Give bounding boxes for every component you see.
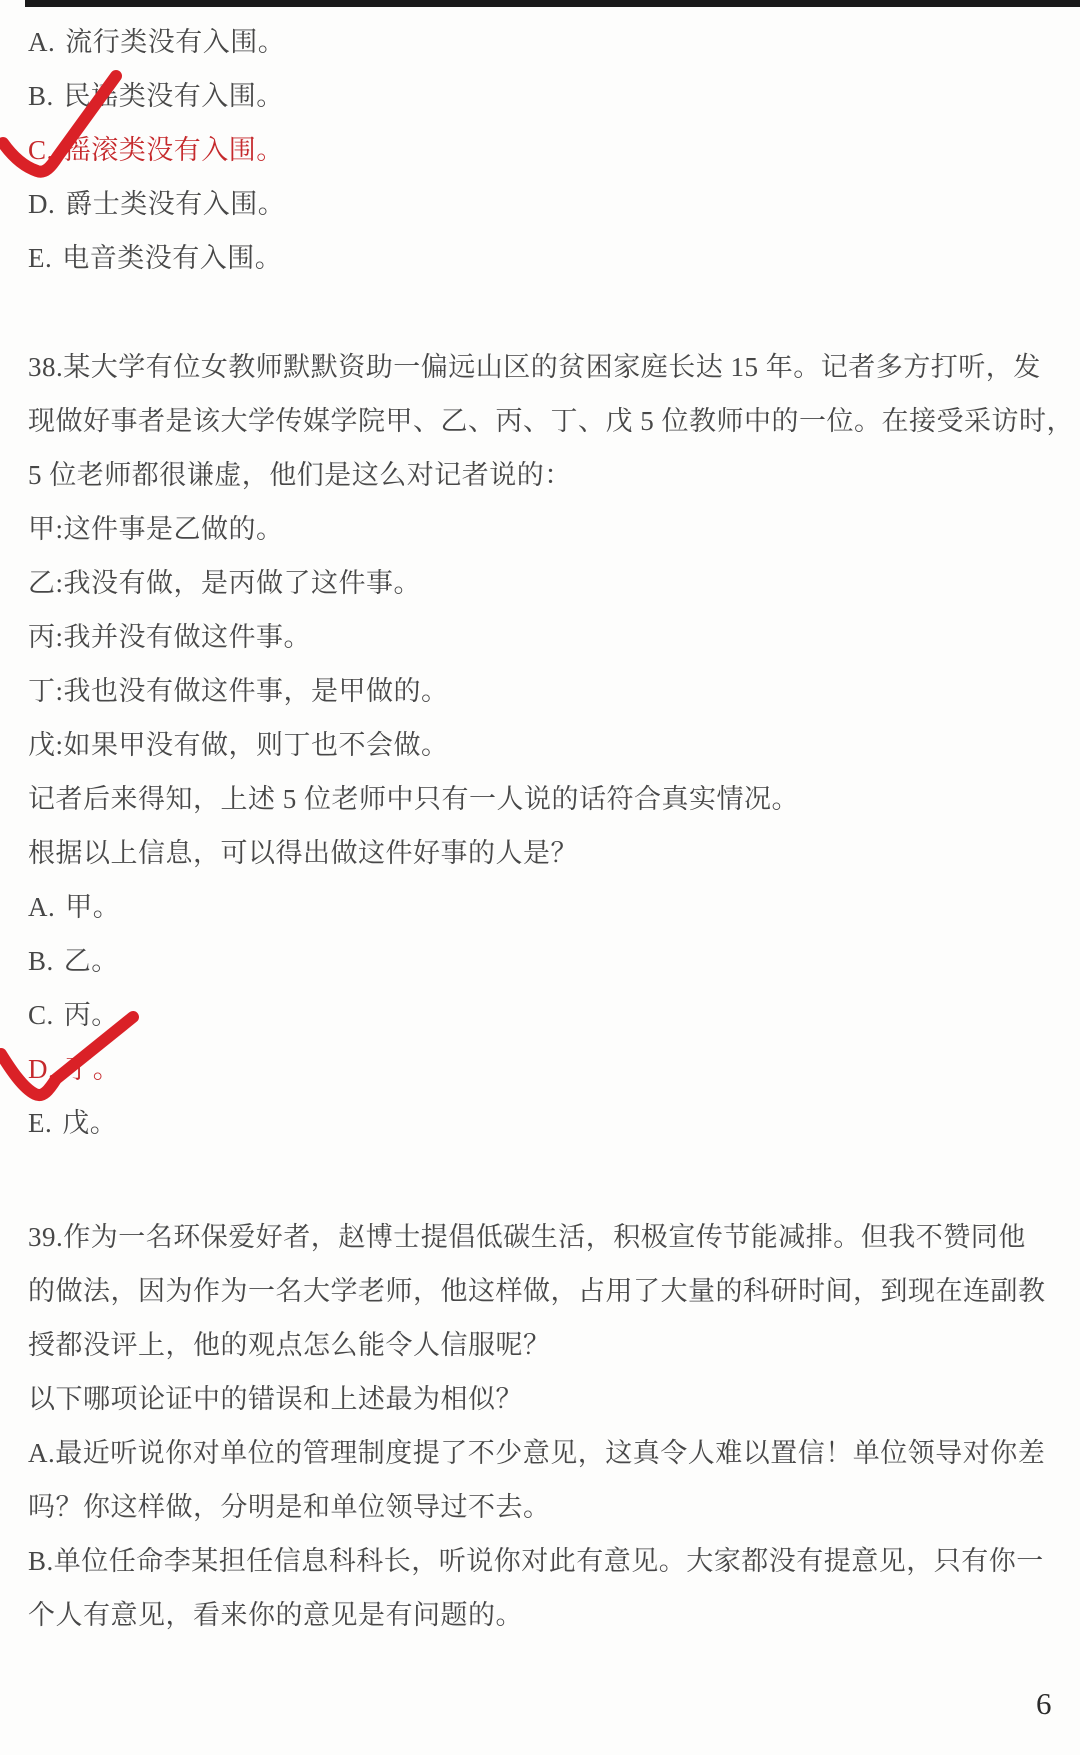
- statement-bing: 丙:我并没有做这件事。: [28, 622, 312, 652]
- option-text: 戊。: [62, 1108, 118, 1138]
- option-row-e: [28, 1096, 1080, 1150]
- question-line: 根据以上信息，可以得出做这件好事的人是？: [28, 838, 578, 868]
- option-row-d-marked: [28, 1042, 1080, 1096]
- option-label: A.: [28, 27, 56, 57]
- exam-page: [0, 7, 1080, 1642]
- scan-edge-bar: [25, 0, 1080, 7]
- option-row-a: [28, 880, 1080, 934]
- option-label: D.: [28, 189, 56, 219]
- option-b-line: 个人有意见，看来你的意见是有问题的。: [28, 1600, 523, 1630]
- option-row-c-marked: [28, 123, 1080, 177]
- option-label: D.: [28, 1054, 56, 1084]
- option-text: 乙。: [63, 946, 119, 976]
- option-text: 爵士类没有入围。: [65, 189, 286, 219]
- option-label: E.: [28, 1108, 53, 1138]
- option-row-c: [28, 988, 1080, 1042]
- page-number: 6: [1036, 1686, 1052, 1721]
- option-text: 丁。: [65, 1054, 121, 1084]
- option-text: 甲。: [65, 892, 121, 922]
- stem-line: 38.某大学有位女教师默默资助一偏远山区的贫困家庭长达 15 年。记者多方打听，发: [28, 352, 1041, 382]
- option-text: 电音类没有入围。: [62, 243, 283, 273]
- option-row-a: [28, 15, 1080, 69]
- option-b-line: B.单位任命李某担任信息科科长，听说你对此有意见。大家都没有提意见，只有你一: [28, 1546, 1044, 1576]
- statement-wu: 戊:如果甲没有做，则丁也不会做。: [28, 730, 449, 760]
- question-line: 以下哪项论证中的错误和上述最为相似？: [28, 1384, 523, 1414]
- stem-line: 授都没评上，他的观点怎么能令人信服呢？: [28, 1330, 551, 1360]
- option-row-d: [28, 177, 1080, 231]
- option-label: A.: [28, 892, 56, 922]
- question-38: [28, 340, 1080, 1150]
- option-a-line: 吗？你这样做，分明是和单位领导过不去。: [28, 1492, 551, 1522]
- option-row-b: [28, 69, 1080, 123]
- stem-line: 39.作为一名环保爱好者，赵博士提倡低碳生活，积极宣传节能减排。但我不赞同他: [28, 1222, 1026, 1252]
- option-text: 流行类没有入围。: [65, 27, 286, 57]
- option-row-e: [28, 231, 1080, 285]
- question-37-options: [28, 15, 1080, 285]
- option-text: 民谣类没有入围。: [63, 81, 284, 111]
- option-label: C.: [28, 135, 54, 165]
- option-text: 摇滚类没有入围。: [63, 135, 284, 165]
- stem-line: 5 位老师都很谦虚，他们是这么对记者说的：: [28, 460, 572, 490]
- stem-line: 的做法，因为作为一名大学老师，他这样做，占用了大量的科研时间，到现在连副教: [28, 1276, 1046, 1306]
- option-row-b: [28, 934, 1080, 988]
- statement-jia: 甲:这件事是乙做的。: [28, 514, 284, 544]
- option-label: C.: [28, 1000, 54, 1030]
- stem-line: 现做好事者是该大学传媒学院甲、乙、丙、丁、戊 5 位教师中的一位。在接受采访时，: [28, 406, 1074, 436]
- option-label: B.: [28, 81, 54, 111]
- option-label: B.: [28, 946, 54, 976]
- statement-yi: 乙:我没有做，是丙做了这件事。: [28, 568, 422, 598]
- option-text: 丙。: [63, 1000, 119, 1030]
- statement-ding: 丁:我也没有做这件事，是甲做的。: [28, 676, 449, 706]
- option-a-line: A.最近听说你对单位的管理制度提了不少意见，这真令人难以置信！单位领导对你差: [28, 1438, 1046, 1468]
- question-39: [28, 1210, 1080, 1642]
- option-label: E.: [28, 243, 53, 273]
- note-line: 记者后来得知，上述 5 位老师中只有一人说的话符合真实情况。: [28, 784, 799, 814]
